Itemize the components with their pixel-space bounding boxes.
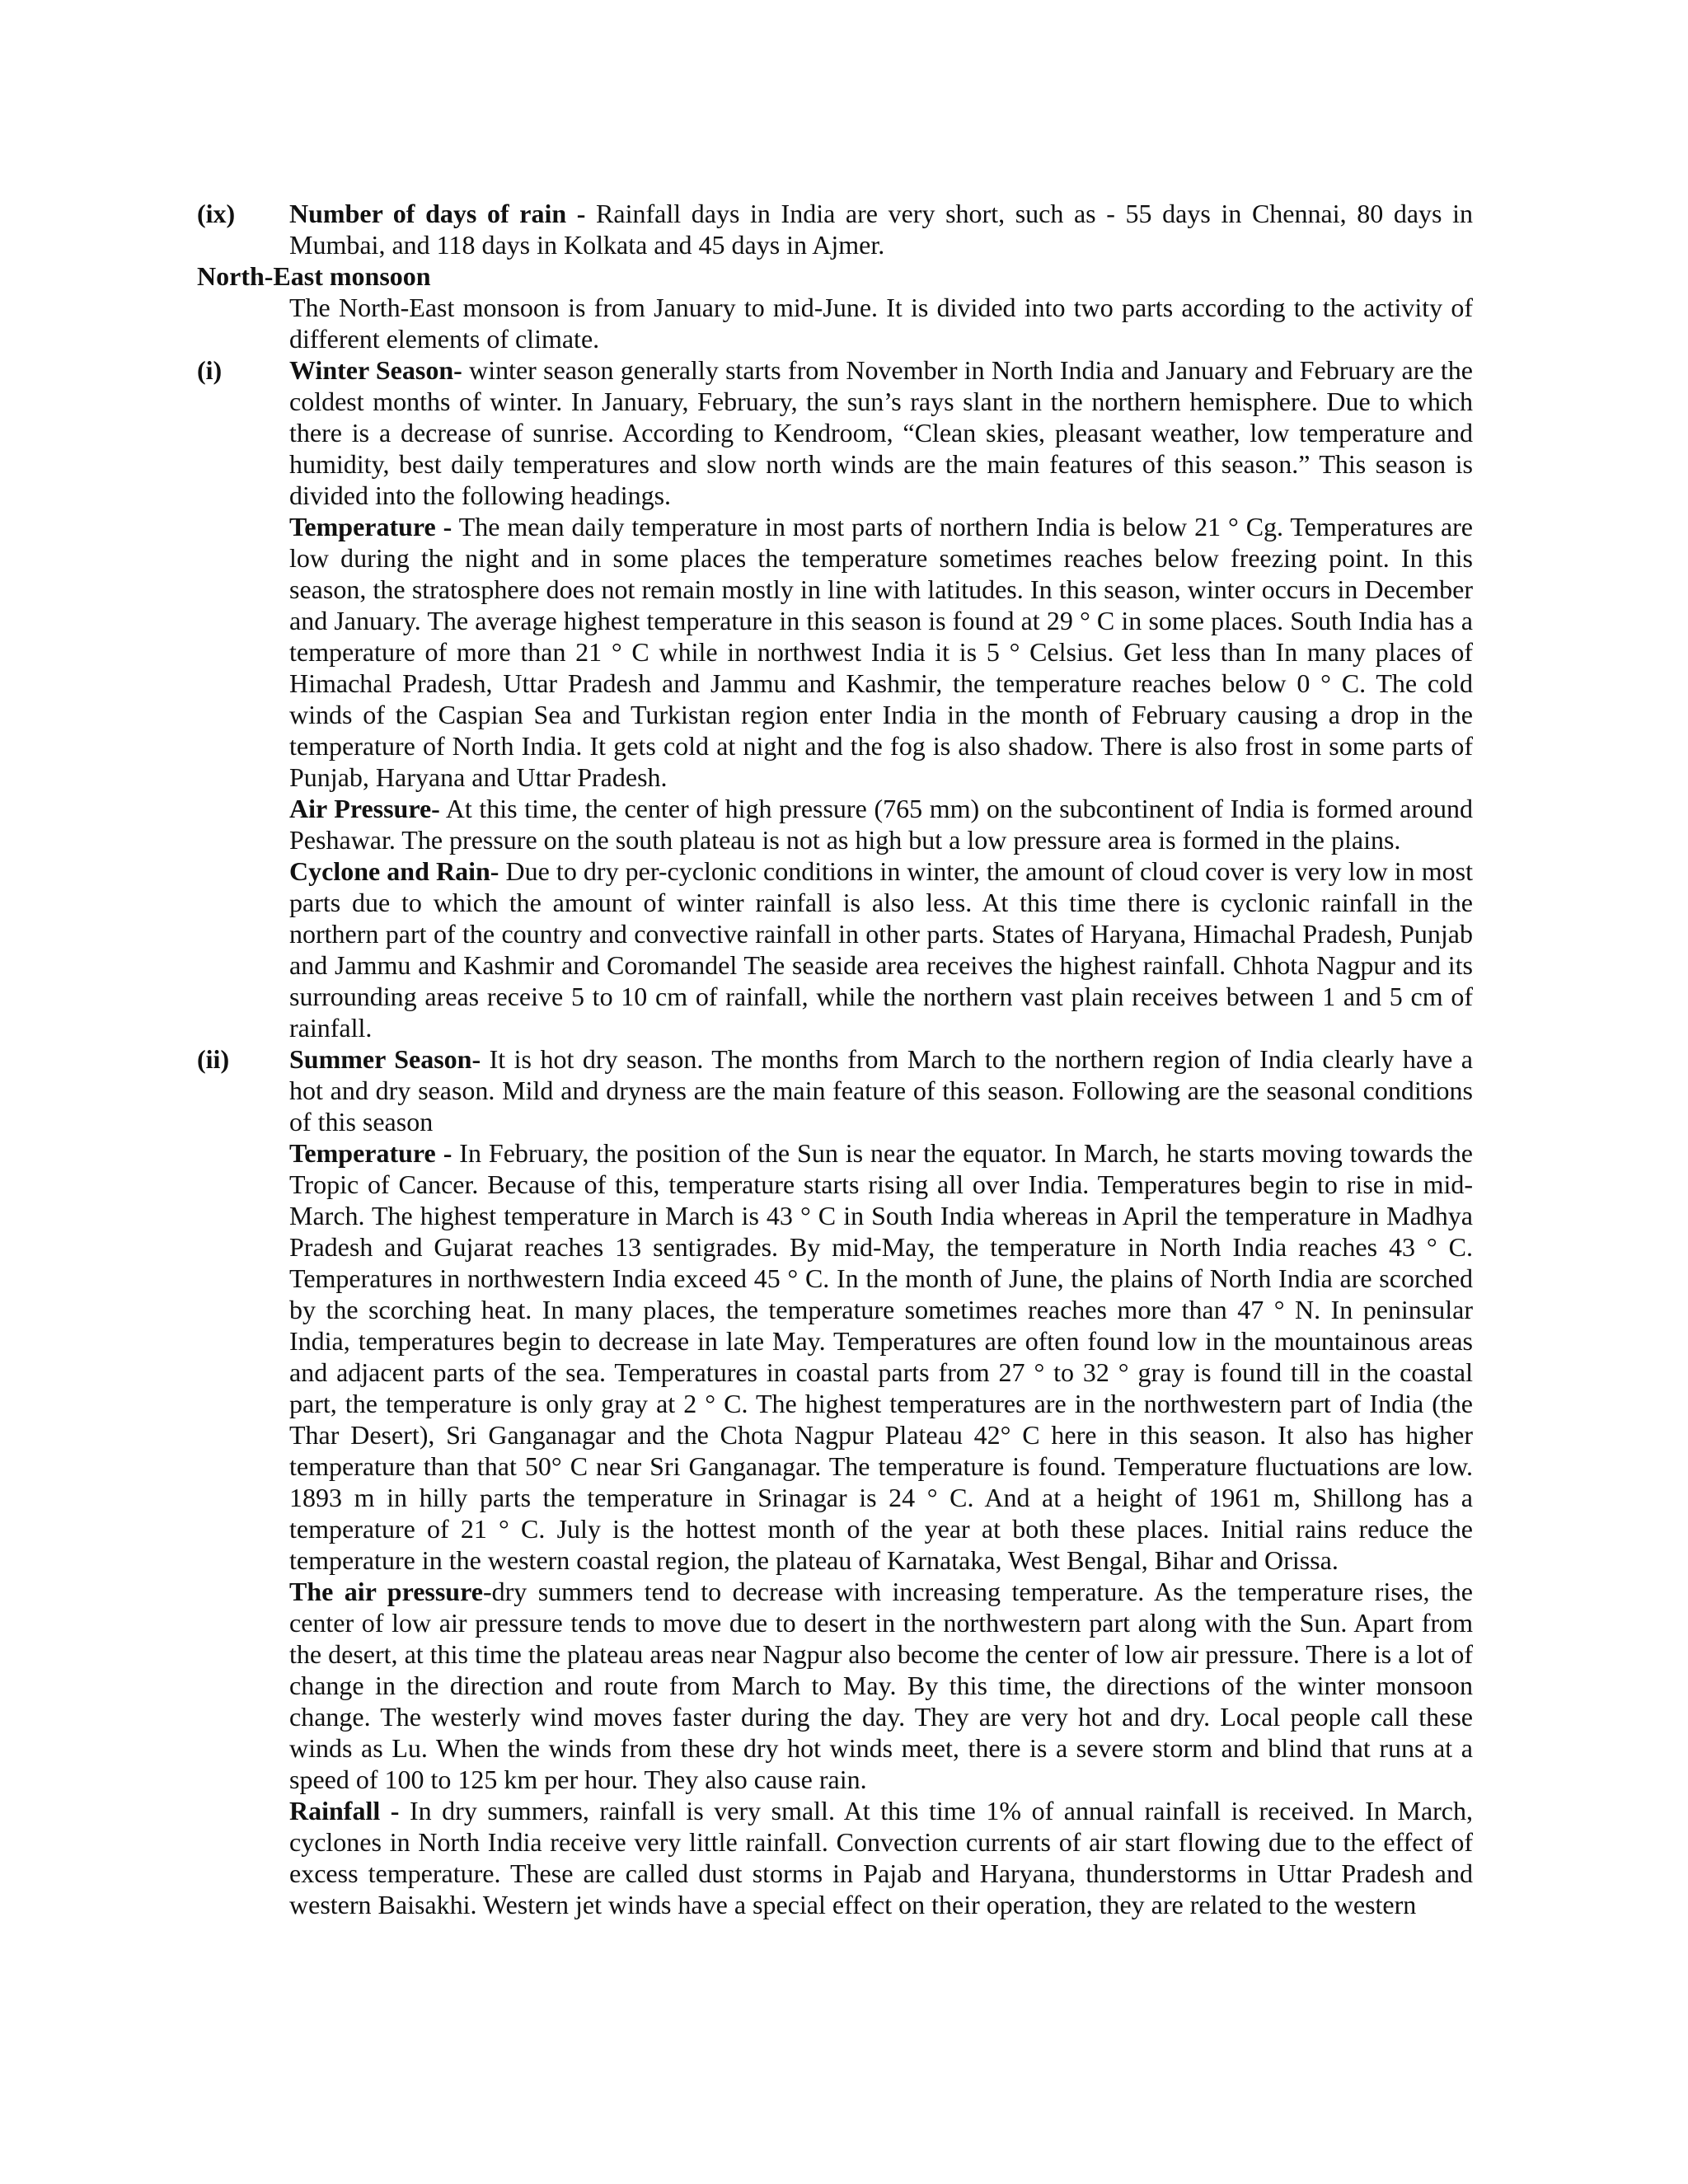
winter-air-pressure-paragraph [289, 793, 1473, 855]
paragraph-text: The mean daily temperature in most parts of northern India is below 21 ° Cg. Temperatures are low during the night and in some places the temperature sometimes reaches below freezing point. In this season, the stratosphere does not remain mostly in line with latitudes. In this season, winter occurs in December and January. The average highest temperature in this season is found at 29 ° C in some places. South India has a temperature of more than 21 ° C while in northwest India it is 5 ° Celsius. Get less than In many places of Himachal Pradesh, Uttar Pradesh and Jammu and Kashmir, the temperature reaches below 0 ° C. The cold winds of the Caspian Sea and Turkistan region enter India in the month of February causing a drop in the temperature of North India. It gets cold at night and the fog is also shadow. There is also frost in some parts of Punjab, Haryana and Uttar Pradesh. [289, 512, 1474, 792]
section-intro: The North-East monsoon is from January to mid-June. It is divided into two parts according to the activity of different elements of climate. [289, 293, 1473, 354]
paragraph [289, 198, 1473, 260]
paragraph-lead: Temperature - [289, 1138, 452, 1168]
paragraph-lead: Air Pressure- [289, 794, 440, 823]
list-item-winter [197, 354, 1473, 511]
winter-cyclone-rain-paragraph [289, 855, 1473, 1043]
page-content [197, 198, 1473, 1920]
summer-air-pressure-paragraph [289, 1576, 1473, 1795]
section-heading: North-East monsoon [197, 261, 431, 291]
summer-rainfall-paragraph [289, 1795, 1473, 1920]
paragraph [289, 354, 1473, 511]
paragraph-text: Rainfall days in India are very short, such as - 55 days in Chennai, 80 days in Mumbai, and 118 days in Kolkata and 45 days in Ajmer. [289, 199, 1474, 260]
list-marker: (ix) [197, 199, 236, 228]
paragraph-lead: Number of days of rain - [289, 199, 586, 228]
paragraph-lead: The air pressure [289, 1577, 483, 1606]
paragraph-text: -dry summers tend to decrease with increasing temperature. As the temperature rises, the center of low air pressure tends to move due to desert in the northwestern part along with the Sun. Apart from the desert, at this time the plateau areas near Nagpur also become the center of low air pressure. There is a lot of change in the direction and route from March to May. By this time, the directions of the winter monsoon change. The westerly wind moves faster during the day. They are very hot and dry. Local people call these winds as Lu. When the winds from these dry hot winds meet, there is a severe storm and blind that runs at a speed of 100 to 125 km per hour. They also cause rain. [289, 1577, 1474, 1794]
paragraph-lead: Winter Season- [289, 355, 462, 385]
list-marker: (i) [197, 355, 223, 385]
paragraph-text: At this time, the center of high pressure (765 mm) on the subcontinent of India is formed around Peshawar. The pressure on the south plateau is not as high but a low pressure area is formed in the plains. [289, 794, 1474, 855]
paragraph-lead: Summer Season- [289, 1044, 481, 1074]
paragraph-lead: Rainfall - [289, 1796, 400, 1825]
paragraph-text: Due to dry per-cyclonic conditions in winter, the amount of cloud cover is very low in most parts due to which the amount of winter rainfall is also less. At this time there is cyclonic rainfall in the northern part of the country and convective rainfall in other parts. States of Haryana, Himachal Pradesh, Punjab and Jammu and Kashmir and Coromandel The seaside area receives the highest rainfall. Chhota Nagpur and its surrounding areas receive 5 to 10 cm of rainfall, while the northern vast plain receives between 1 and 5 cm of rainfall. [289, 856, 1474, 1043]
paragraph-lead: Cyclone and Rain- [289, 856, 499, 886]
list-item-ix [197, 198, 1473, 260]
paragraph-lead: Temperature - [289, 512, 452, 541]
paragraph-text: It is hot dry season. The months from March to the northern region of India clearly have a hot and dry season. Mild and dryness are the main feature of this season. Following are the seasonal conditions of this season [289, 1044, 1474, 1137]
paragraph [289, 1043, 1473, 1137]
list-marker: (ii) [197, 1044, 230, 1074]
paragraph-text: In dry summers, rainfall is very small. At this time 1% of annual rainfall is received. In March, cyclones in North India receive very little rainfall. Convection currents of air start flowing due to the effect of excess temperature. These are called dust storms in Pajab and Haryana, thunderstorms in Uttar Pradesh and western Baisakhi. Western jet winds have a special effect on their operation, they are related to the western [289, 1796, 1474, 1919]
paragraph-text: In February, the position of the Sun is near the equator. In March, he starts moving towards the Tropic of Cancer. Because of this, temperature starts rising all over India. Temperatures begin to rise in mid-March. The highest temperature in March is 43 ° C in South India whereas in April the temperature in Madhya Pradesh and Gujarat reaches 13 sentigrades. By mid-May, the temperature in North India reaches 43 ° C. Temperatures in northwestern India exceed 45 ° C. In the month of June, the plains of North India are scorched by the scorching heat. In many places, the temperature sometimes reaches more than 47 ° N. In peninsular India, temperatures begin to decrease in late May. Temperatures are often found low in the mountainous areas and adjacent parts of the sea. Temperatures in coastal parts from 27 ° to 32 ° gray is found till in the coastal part, the temperature is only gray at 2 ° C. The highest temperatures are in the northwestern part of India (the Thar Desert), Sri Ganganagar and the Chota Nagpur Plateau 42° C here in this season. It also has higher temperature than that 50° C near Sri Ganganagar. The temperature is found. Temperature fluctuations are low. 1893 m in hilly parts the temperature in Srinagar is 24 ° C. And at a height of 1961 m, Shillong has a temperature of 21 ° C. July is the hottest month of the year at both these places. Initial rains reduce the temperature in the western coastal region, the plateau of Karnataka, West Bengal, Bihar and Orissa. [289, 1138, 1474, 1575]
paragraph-text: winter season generally starts from November in North India and January and February are the coldest months of winter. In January, February, the sun’s rays slant in the northern hemisphere. Due to which there is a decrease of sunrise. According to Kendroom, “Clean skies, pleasant weather, low temperature and humidity, best daily temperatures and slow north winds are the main features of this season.” This season is divided into the following headings. [289, 355, 1474, 510]
summer-temperature-paragraph [289, 1137, 1473, 1576]
winter-temperature-paragraph [289, 511, 1473, 793]
list-item-summer [197, 1043, 1473, 1137]
